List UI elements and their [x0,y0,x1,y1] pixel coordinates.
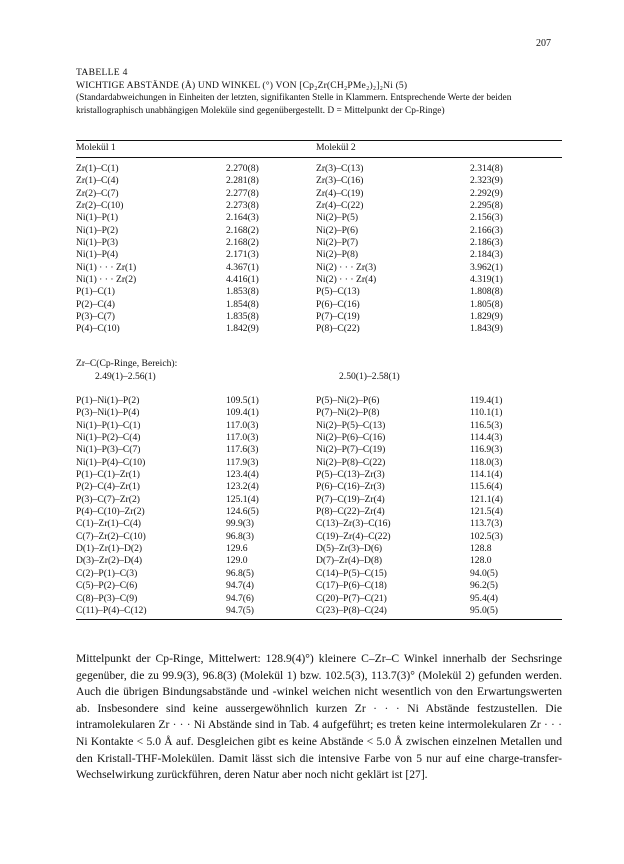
value-molecule-2: 102.5(3) [470,530,503,542]
bond-label-molecule-1: P(2)–C(4) [76,298,115,310]
bond-label-molecule-1: P(1)–Ni(1)–P(2) [76,395,140,406]
distances-table [76,163,562,336]
bond-label-molecule-1: Zr(1)–C(1) [76,163,119,174]
value-molecule-1: 117.9(3) [226,456,259,468]
value-molecule-2: 116.9(3) [470,444,503,456]
value-molecule-2: 110.1(1) [470,407,503,419]
table-description: (Standardabweichungen in Einheiten der letzten, signifikanten Stelle in Klammern. Entsprechende Werte der beiden kristallographisch unabhängigen Moleküle sind gegenübergestellt. D = Mittelpunkt der Cp-Ringe) [76,93,512,116]
value-molecule-2: 128.0 [470,555,492,567]
bond-label-molecule-2: C(14)–P(5)–C(15) [316,567,387,579]
header-rule-left [76,157,562,158]
table-top-rule [76,140,562,141]
bond-label-molecule-2: Ni(2)–P(6) [316,224,359,236]
bond-label-molecule-1: D(1)–Zr(1)–D(2) [76,543,143,555]
value-molecule-1: 2.270(8) [226,163,259,174]
value-molecule-2: 121.1(4) [470,493,503,505]
bond-label-molecule-2: Ni(2)–P(8)–C(22) [316,456,386,468]
value-molecule-1: 2.168(2) [226,224,259,236]
value-molecule-1: 109.5(1) [226,395,259,406]
bond-label-molecule-1: Ni(1)–P(3)–C(7) [76,444,141,456]
value-molecule-1: 2.171(3) [226,249,259,261]
value-molecule-1: 2.277(8) [226,187,259,199]
bond-label-molecule-1: Ni(1)–P(4)–C(10) [76,456,146,468]
value-molecule-1: 129.0 [226,555,248,567]
value-molecule-2: 2.166(3) [470,224,503,236]
bond-label-molecule-1: C(2)–P(1)–C(3) [76,567,138,579]
value-molecule-2: 2.292(9) [470,187,503,199]
bond-label-molecule-2: C(19)–Zr(4)–C(22) [316,530,391,542]
value-molecule-1: 125.1(4) [226,493,259,505]
value-molecule-1: 1.835(8) [226,311,259,323]
bond-label-molecule-2: P(7)–C(19)–Zr(4) [316,493,385,505]
value-molecule-1: 129.6 [226,543,248,555]
angle-row [76,432,562,444]
bond-label-molecule-1: Ni(1) · · · Zr(2) [76,274,137,286]
value-molecule-1: 96.8(3) [226,530,254,542]
value-molecule-2: 2.295(8) [470,200,503,212]
bond-label-molecule-2: P(7)–C(19) [316,311,360,323]
value-molecule-1: 2.168(2) [226,237,259,249]
value-molecule-2: 115.6(4) [470,481,503,493]
angle-row [76,605,562,617]
distance-row [76,299,562,311]
bond-label-molecule-2: C(17)–P(6)–C(18) [316,580,387,592]
bond-label-molecule-1: Ni(1)–P(2)–C(4) [76,432,141,444]
value-molecule-1: 2.273(8) [226,200,259,212]
bond-label-molecule-2: D(7)–Zr(4)–D(8) [316,555,383,567]
value-molecule-1: 117.0(3) [226,419,259,431]
distance-row [76,262,562,274]
value-molecule-1: 1.854(8) [226,298,259,310]
column-header-molecule-2: Molekül 2 [316,142,356,153]
page-number: 207 [536,38,551,49]
value-molecule-2: 119.4(1) [470,395,503,406]
value-molecule-2: 4.319(1) [470,274,503,286]
angle-row [76,543,562,555]
angle-row [76,420,562,432]
bond-label-molecule-1: P(1)–C(1)–Zr(1) [76,469,140,481]
angle-row [76,531,562,543]
value-molecule-1: 4.367(1) [226,261,259,273]
angle-row [76,407,562,419]
bond-label-molecule-2: P(5)–C(13)–Zr(3) [316,469,385,481]
table-heading: WICHTIGE ABSTÄNDE (Å) UND WINKEL (°) VON [Cp₂Zr(CH₂PMe₂)₂]₂Ni (5) [76,79,408,91]
bond-label-molecule-1: C(7)–Zr(2)–C(10) [76,530,146,542]
bond-label-molecule-1: P(3)–C(7)–Zr(2) [76,493,140,505]
bond-label-molecule-2: P(8)–C(22) [316,323,360,335]
value-molecule-1: 1.853(8) [226,286,259,298]
angle-row [76,457,562,469]
value-molecule-2: 2.186(3) [470,237,503,249]
bond-label-molecule-2: P(5)–C(13) [316,286,360,298]
value-molecule-2: 2.156(3) [470,212,503,224]
value-molecule-2: 2.314(8) [470,163,503,174]
distance-row [76,249,562,261]
value-molecule-1: 123.2(4) [226,481,259,493]
value-molecule-1: 94.7(4) [226,580,254,592]
bond-label-molecule-2: D(5)–Zr(3)–D(6) [316,543,383,555]
bond-label-molecule-2: Zr(3)–C(13) [316,163,364,174]
bond-label-molecule-1: Ni(1)–P(1)–C(1) [76,419,141,431]
value-molecule-1: 2.281(8) [226,175,259,187]
value-molecule-1: 94.7(5) [226,604,254,616]
bond-label-molecule-1: Ni(1)–P(3) [76,237,119,249]
bond-label-molecule-1: Ni(1)–P(4) [76,249,119,261]
distance-row [76,163,562,175]
bond-label-molecule-2: Ni(2) · · · Zr(3) [316,261,377,273]
angle-row [76,593,562,605]
bond-label-molecule-1: Zr(2)–C(7) [76,187,119,199]
value-molecule-2: 118.0(3) [470,456,503,468]
value-molecule-2: 2.184(3) [470,249,503,261]
bond-label-molecule-1: Zr(2)–C(10) [76,200,124,212]
bond-label-molecule-1: C(11)–P(4)–C(12) [76,604,147,616]
bond-label-molecule-2: P(8)–C(22)–Zr(4) [316,506,385,518]
value-molecule-2: 94.0(5) [470,567,498,579]
zr-cp-range-label: Zr–C(Cp-Ringe, Bereich): [76,358,178,369]
column-header-molecule-1: Molekül 1 [76,142,116,153]
bond-label-molecule-1: Ni(1)–P(2) [76,224,119,236]
bond-label-molecule-1: P(1)–C(1) [76,286,115,298]
angle-row [76,518,562,530]
angle-row [76,568,562,580]
value-molecule-2: 128.8 [470,543,492,555]
distance-row [76,286,562,298]
value-molecule-1: 1.842(9) [226,323,259,335]
bond-label-molecule-1: Ni(1)–P(1) [76,212,119,224]
value-molecule-1: 124.6(5) [226,506,259,518]
bond-label-molecule-1: C(8)–P(3)–C(9) [76,592,138,604]
bond-label-molecule-1: Zr(1)–C(4) [76,175,119,187]
bond-label-molecule-2: P(6)–C(16) [316,298,360,310]
value-molecule-2: 116.5(3) [470,419,503,431]
distance-row [76,175,562,187]
value-molecule-2: 95.0(5) [470,604,498,616]
bond-label-molecule-2: Ni(2)–P(7)–C(19) [316,444,386,456]
zr-cp-range-molecule-1: 2.49(1)–2.56(1) [95,371,156,382]
value-molecule-1: 109.4(1) [226,407,259,419]
angle-row [76,395,562,407]
bond-label-molecule-1: Ni(1) · · · Zr(1) [76,261,137,273]
bond-label-molecule-2: Ni(2)–P(8) [316,249,359,261]
value-molecule-1: 123.4(4) [226,469,259,481]
bond-label-molecule-2: Ni(2) · · · Zr(4) [316,274,377,286]
bond-label-molecule-2: Zr(3)–C(16) [316,175,364,187]
value-molecule-2: 121.5(4) [470,506,503,518]
bond-label-molecule-2: Ni(2)–P(6)–C(16) [316,432,386,444]
bond-label-molecule-2: C(13)–Zr(3)–C(16) [316,518,391,530]
bond-label-molecule-2: C(23)–P(8)–C(24) [316,604,387,616]
distance-row [76,200,562,212]
value-molecule-1: 2.164(3) [226,212,259,224]
value-molecule-1: 99.9(3) [226,518,254,530]
bond-label-molecule-1: P(2)–C(4)–Zr(1) [76,481,140,493]
value-molecule-2: 114.4(3) [470,432,503,444]
zr-cp-range-molecule-2: 2.50(1)–2.58(1) [339,371,400,382]
bond-label-molecule-2: C(20)–P(7)–C(21) [316,592,387,604]
angle-row [76,481,562,493]
distance-row [76,225,562,237]
bond-label-molecule-2: Ni(2)–P(5) [316,212,359,224]
value-molecule-1: 117.6(3) [226,444,259,456]
value-molecule-2: 113.7(3) [470,518,503,530]
angle-row [76,580,562,592]
value-molecule-2: 1.843(9) [470,323,503,335]
bond-label-molecule-1: P(4)–C(10) [76,323,120,335]
value-molecule-1: 4.416(1) [226,274,259,286]
bond-label-molecule-1: C(5)–P(2)–C(6) [76,580,138,592]
angle-row [76,469,562,481]
table-label: TABELLE 4 [76,67,128,78]
table-caption [76,67,562,117]
body-paragraph: Mittelpunkt der Cp-Ringe, Mittelwert: 128.9(4)°) kleinere C–Zr–C Winkel innerhalb der Sechsringe gegenüber, die zu 99.9(3), 96.8(3) (Molekül 1) bzw. 102.5(3), 113.7(3)° (Molekül 2) gefunden werden. Auch die übrigen Bindungsabstände und -winkel weichen nicht wesentlich von den Erwartungswerten ab. Insbesondere sind keine aussergewöhnlich kurzen Zr · · · Ni Abstände festzustellen. Die intramolekularen Zr · · · Ni Abstände sind in Tab. 4 aufgeführt; es treten keine intermolekularen Zr · · · Ni Kontakte < 5.0 Å auf. Desgleichen gibt es keine Abstände < 5.0 Å zwischen einzelnen Metallen und den Kristall-THF-Molekülen. Damit lässt sich die intensive Farbe von 5 nur auf eine charge-transfer-Wechselwirkung zurückführen, deren Natur aber noch nicht geklärt ist [27]. [76,652,562,782]
value-molecule-2: 2.323(9) [470,175,503,187]
bond-label-molecule-1: D(3)–Zr(2)–D(4) [76,555,143,567]
angle-row [76,555,562,567]
bond-label-molecule-1: P(4)–C(10)–Zr(2) [76,506,145,518]
bond-label-molecule-2: Zr(4)–C(22) [316,200,364,212]
bond-label-molecule-2: Ni(2)–P(7) [316,237,359,249]
angle-row [76,494,562,506]
bond-label-molecule-1: C(1)–Zr(1)–C(4) [76,518,142,530]
value-molecule-1: 117.0(3) [226,432,259,444]
value-molecule-2: 95.4(4) [470,592,498,604]
distance-row [76,212,562,224]
bond-label-molecule-1: P(3)–C(7) [76,311,115,323]
angles-table [76,395,562,617]
bond-label-molecule-1: P(3)–Ni(1)–P(4) [76,407,140,419]
distance-row [76,311,562,323]
bond-label-molecule-2: P(7)–Ni(2)–P(8) [316,407,380,419]
value-molecule-2: 1.805(8) [470,298,503,310]
bond-label-molecule-2: Zr(4)–C(19) [316,187,364,199]
distance-row [76,323,562,335]
distance-row [76,237,562,249]
bond-label-molecule-2: P(6)–C(16)–Zr(3) [316,481,385,493]
distance-row [76,188,562,200]
table-bottom-rule [76,619,562,620]
value-molecule-2: 3.962(1) [470,261,503,273]
value-molecule-2: 96.2(5) [470,580,498,592]
value-molecule-1: 94.7(6) [226,592,254,604]
value-molecule-2: 114.1(4) [470,469,503,481]
distance-row [76,274,562,286]
bond-label-molecule-2: P(5)–Ni(2)–P(6) [316,395,380,406]
angle-row [76,444,562,456]
angle-row [76,506,562,518]
value-molecule-2: 1.808(8) [470,286,503,298]
bond-label-molecule-2: Ni(2)–P(5)–C(13) [316,419,386,431]
value-molecule-1: 96.8(5) [226,567,254,579]
value-molecule-2: 1.829(9) [470,311,503,323]
